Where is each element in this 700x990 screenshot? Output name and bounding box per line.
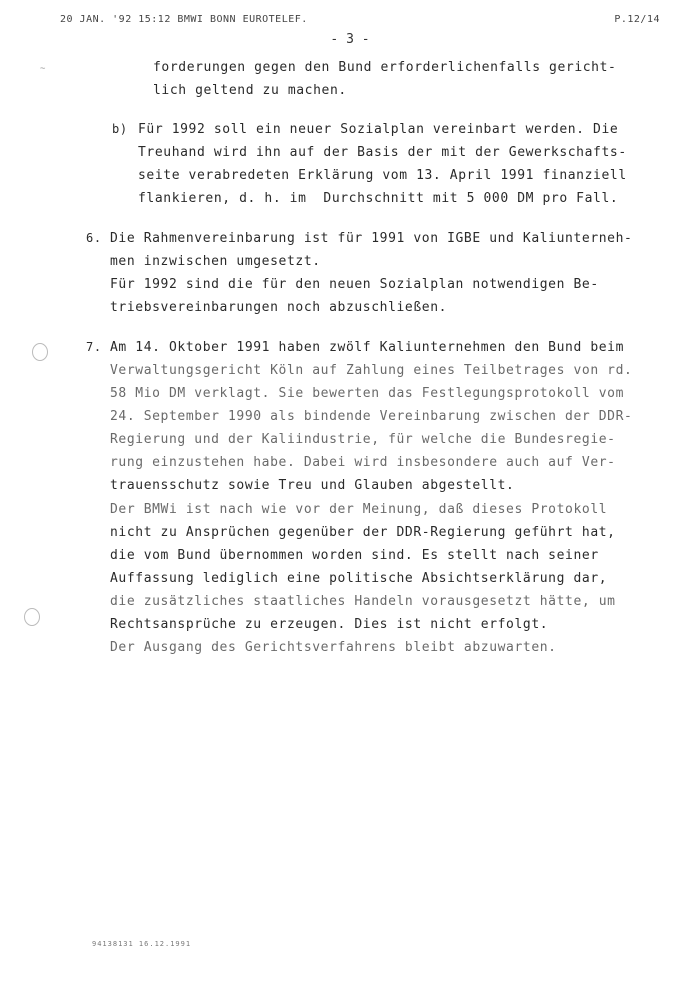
text-line: forderungen gegen den Bund erforderlichenfalls gericht- (153, 60, 617, 75)
text-line: Treuhand wird ihn auf der Basis der mit der Gewerkschafts- (138, 145, 627, 160)
text-line: Verwaltungsgericht Köln auf Zahlung eines Teilbetrages von rd. (110, 363, 633, 378)
text-line: Der BMWi ist nach wie vor der Meinung, daß dieses Protokoll (110, 502, 608, 517)
text-line: Auffassung lediglich eine politische Absichtserklärung dar, (110, 571, 608, 586)
text-line: Die Rahmenvereinbarung ist für 1991 von IGBE und Kaliunterneh- (110, 231, 633, 246)
text-line: men inzwischen umgesetzt. (110, 254, 321, 269)
fax-header-sender: 20 JAN. '92 15:12 BMWI BONN EUROTELEF. (60, 14, 308, 25)
fax-header-page-count: P.12/14 (614, 14, 660, 25)
item-7-marker: 7. (86, 340, 102, 354)
page-number: - 3 - (330, 32, 370, 47)
item-6-marker: 6. (86, 231, 102, 245)
text-line: triebsvereinbarungen noch abzuschließen. (110, 300, 448, 315)
text-line: Für 1992 sind die für den neuen Sozialplan notwendigen Be- (110, 277, 599, 292)
scan-speck-mark: ~ (40, 64, 46, 74)
text-line: die vom Bund übernommen worden sind. Es stellt nach seiner (110, 548, 599, 563)
text-line: Der Ausgang des Gerichtsverfahrens bleibt abzuwarten. (110, 640, 557, 655)
text-line: die zusätzliches staatliches Handeln vorausgesetzt hätte, um (110, 594, 616, 609)
item-b-marker: b) (112, 122, 128, 136)
text-line: flankieren, d. h. im Durchschnitt mit 5 000 DM pro Fall. (138, 191, 619, 206)
text-line: Am 14. Oktober 1991 haben zwölf Kaliunternehmen den Bund beim (110, 340, 625, 355)
text-line: 58 Mio DM verklagt. Sie bewerten das Festlegungsprotokoll vom (110, 386, 625, 401)
text-line: Für 1992 soll ein neuer Sozialplan vereinbart werden. Die (138, 122, 619, 137)
text-line: Regierung und der Kaliindustrie, für welche die Bundesregie- (110, 432, 616, 447)
text-line: nicht zu Ansprüchen gegenüber der DDR-Regierung geführt hat, (110, 525, 616, 540)
text-line: Rechtsansprüche zu erzeugen. Dies ist nicht erfolgt. (110, 617, 549, 632)
footer-reference-code: 94138131 16.12.1991 (92, 940, 192, 948)
text-line: seite verabredeten Erklärung vom 13. April 1991 finanziell (138, 168, 627, 183)
text-line: lich geltend zu machen. (153, 83, 347, 98)
text-line: rung einzustehen habe. Dabei wird insbesondere auch auf Ver- (110, 455, 616, 470)
hole-punch-mark (32, 343, 48, 361)
text-line: trauensschutz sowie Treu und Glauben abgestellt. (110, 478, 515, 493)
text-line: 24. September 1990 als bindende Vereinbarung zwischen der DDR- (110, 409, 633, 424)
hole-punch-mark (24, 608, 40, 626)
